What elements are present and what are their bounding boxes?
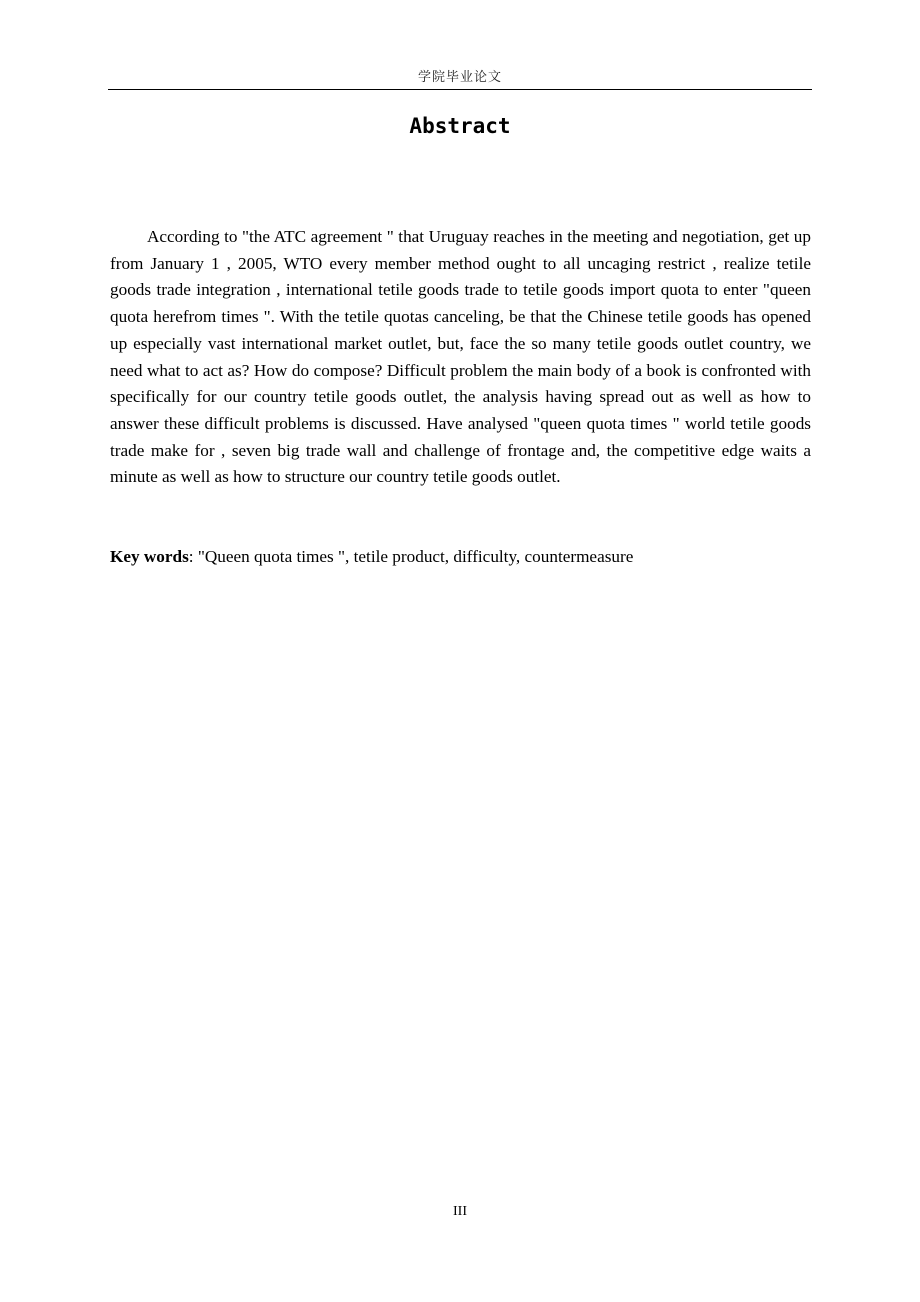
keywords-line [110, 544, 811, 571]
abstract-title: Abstract [409, 114, 511, 138]
abstract-body: According to "the ATC agreement " that Uruguay reaches in the meeting and negotiation, get up from January 1 , 2005, WTO every member method ought to all uncaging restrict , realize tetile goods trade integration , international tetile goods trade to tetile goods import quota to enter "queen quota herefrom times ". With the tetile quotas canceling, be that the Chinese tetile goods has opened up especially vast international market outlet, but, face the so many tetile goods outlet country, we need what to act as? How do compose? Difficult problem the main body of a book is confronted with specifically for our country tetile goods outlet, the analysis having spread out as well as how to answer these difficult problems is discussed. Have analysed "queen quota times " world tetile goods trade make for , seven big trade wall and challenge of frontage and, the competitive edge waits a minute as well as how to structure our country tetile goods outlet. [110, 227, 811, 487]
page-number: III [453, 1204, 467, 1219]
header-divider [108, 89, 812, 90]
keywords-label: Key words [110, 547, 189, 566]
running-header: 学院毕业论文 [417, 70, 502, 85]
keywords-text: "Queen quota times ", tetile product, difficulty, countermeasure [197, 547, 634, 566]
keywords-separator: : [188, 547, 198, 566]
